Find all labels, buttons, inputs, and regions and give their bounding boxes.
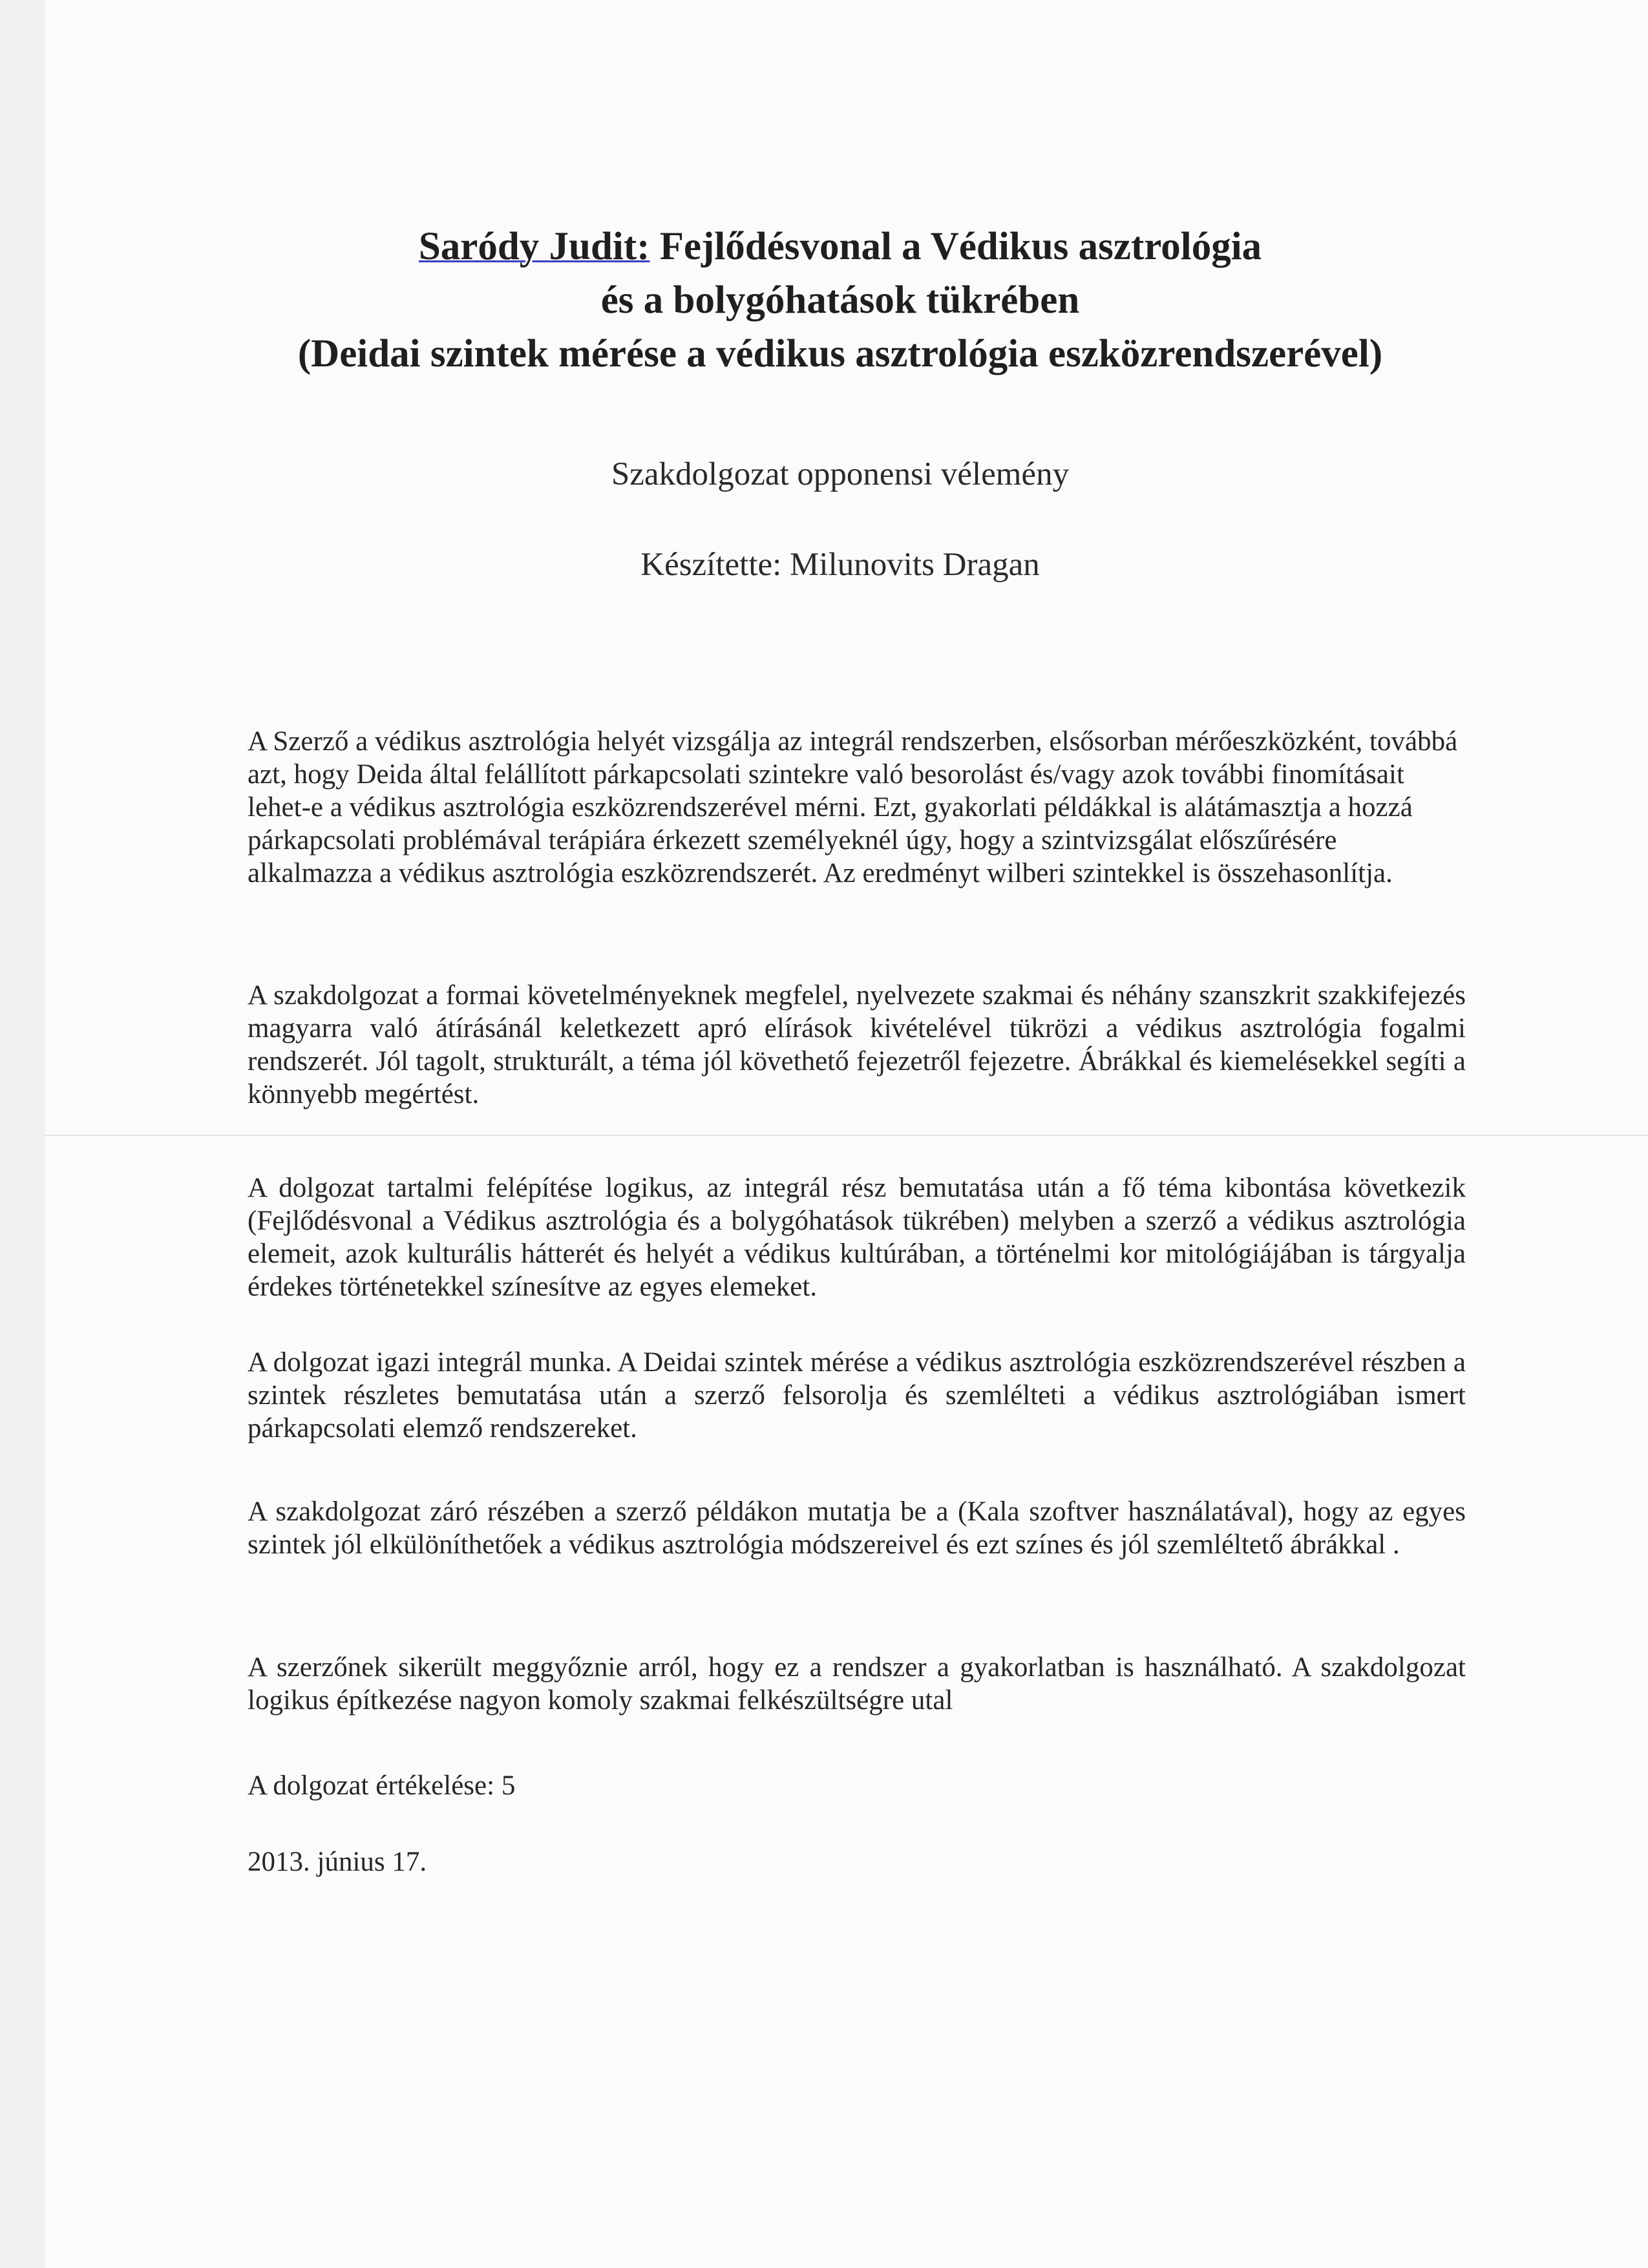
- paragraph-3: A dolgozat tartalmi felépítése logikus, az integrál rész bemutatása után a fő téma kibontása következik (Fejlődésvonal a Védikus asztrológia és a bolygóhatások tükrében) melyben a szerző a védikus asztrológia elemeit, azok kulturális hátterét és helyét a védikus kultúrában, a történelmi kor mitológiájában is tárgyalja érdekes történetekkel színesítve az egyes elemeket.: [248, 1173, 1466, 1302]
- title-line-1-rest: Fejlődésvonal a Védikus asztrológia: [650, 225, 1262, 268]
- grade-line: A dolgozat értékelése: 5: [248, 1770, 516, 1801]
- prepared-by: Készítette: Milunovits Dragan: [640, 547, 1040, 583]
- paragraph-1: A Szerző a védikus asztrológia helyét vizsgálja az integrál rendszerben, elsősorban mérőeszközként, továbbá azt, hogy Deida által felállított párkapcsolati szintekre való besorolást és/vagy azok további finomításait lehet-e a védikus asztrológia eszközrendszerével mérni. Ezt, gyakorlati példákkal is alátámasztja a hozzá párkapcsolati problémával terápiára érkezett személyeknél úgy, hogy a szintvizsgálat előszűrésére alkalmazza a védikus asztrológia eszközrendszerét. Az eredményt wilberi szintekkel is összehasonlítja.: [248, 726, 1458, 888]
- document-subtitle: Szakdolgozat opponensi vélemény: [611, 456, 1070, 492]
- title-author: Saródy Judit:: [418, 225, 650, 268]
- paper-fold-line: [45, 1135, 1648, 1136]
- paragraph-6: A szerzőnek sikerült meggyőznie arról, hogy ez a rendszer a gyakorlatban is használható. A szakdolgozat logikus építkezése nagyon komoly szakmai felkészültségre utal: [248, 1652, 1466, 1716]
- scan-left-edge: [0, 0, 45, 2268]
- date-line: 2013. június 17.: [248, 1847, 427, 1877]
- paragraph-4: A dolgozat igazi integrál munka. A Deidai szintek mérése a védikus asztrológia eszközrendszerével részben a szintek részletes bemutatása után a szerző felsorolja és szemlélteti a védikus asztrológiában ismert párkapcsolati elemző rendszereket.: [248, 1347, 1466, 1444]
- title-line-2: és a bolygóhatások tükrében: [600, 278, 1080, 322]
- document-title: [194, 220, 1486, 381]
- paragraph-5: A szakdolgozat záró részében a szerző példákon mutatja be a (Kala szoftver használatával), hogy az egyes szintek jól elkülöníthetőek a védikus asztrológia módszereivel és ezt színes és jól szemléltető ábrákkal .: [248, 1496, 1466, 1560]
- paragraph-2: A szakdolgozat a formai követelményeknek megfelel, nyelvezete szakmai és néhány szanszkrit szakkifejezés magyarra való átírásánál keletkezett apró elírások kivételével tükrözi a védikus asztrológia fogalmi rendszerét. Jól tagolt, strukturált, a téma jól követhető fejezetről fejezetre. Ábrákkal és kiemelésekkel segíti a könnyebb megértést.: [248, 980, 1466, 1109]
- title-line-1: [194, 220, 1486, 273]
- title-line-3: (Deidai szintek mérése a védikus asztrológia eszközrendszerével): [297, 332, 1383, 375]
